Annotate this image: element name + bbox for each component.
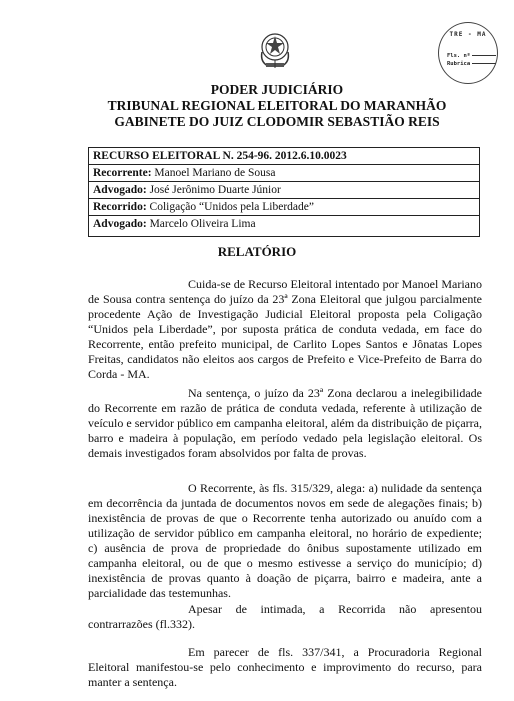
case-number: RECURSO ELEITORAL N. 254-96. 2012.6.10.0023 <box>93 150 347 162</box>
header-line-3: GABINETE DO JUIZ CLODOMIR SEBASTIÃO REIS <box>114 114 440 129</box>
respondent-lawyer-label: Advogado: <box>93 218 147 230</box>
report-paragraph-3: O Recorrente, às fls. 315/329, alega: a) nulidade da sentença em decorrência da juntada de documentos novos em sede de alegações finais; b) inexistência de provas de que o Recorrente tenha autorizado ou anuído com a utilização de servidor público em campanha eleitoral, no horário de expediente; c) ausência de prova de propriedade do ônibus supostamente utilizado em campanha eleitoral, ou de que o mesmo estivesse a serviço do município; d) inexistência de provas quanto à doação de piçarra, bairro e madeira, ante a parcialidade das testemunhas. <box>88 481 482 600</box>
report-paragraph-5: Em parecer de fls. 337/341, a Procuradoria Regional Eleitoral manifestou-se pelo conhecimento e improvimento do recurso, para manter a sentença. <box>88 645 482 689</box>
header-line-1: PODER JUDICIÁRIO <box>210 82 344 97</box>
case-info-row <box>89 182 479 199</box>
page-stamp <box>438 22 498 84</box>
case-info-row <box>89 199 479 216</box>
section-title: RELATÓRIO <box>217 244 297 259</box>
appellant-lawyer-value: José Jerônimo Duarte Júnior <box>146 184 281 196</box>
respondent-lawyer-value: Marcelo Oliveira Lima <box>146 218 256 230</box>
case-info-row <box>89 165 479 182</box>
header-line-2: TRIBUNAL REGIONAL ELEITORAL DO MARANHÃO <box>107 98 447 113</box>
report-paragraph-1: Cuida-se de Recurso Eleitoral intentado por Manoel Mariano de Sousa contra sentença do juízo da 23ª Zona Eleitoral que julgou parcialmente procedente Ação de Investigação Judicial Eleitoral proposta pela Coligação “Unidos pela Liberdade”, por suposta prática de conduta vedada, em face do Recorrente, então prefeito municipal, de Carlito Lopes Santos e Jônatas Lopes Freitas, candidatos não eleitos aos cargos de Prefeito e Vice-Prefeito de Barra do Corda - MA. <box>88 277 482 381</box>
stamp-folio-label: Fls. nº <box>447 53 471 59</box>
stamp-header: TRE - MA <box>449 31 487 38</box>
case-number-row <box>89 148 479 165</box>
coat-of-arms-icon <box>258 30 292 70</box>
stamp-signature-label: Rubrica <box>447 61 471 67</box>
appellant-label: Recorrente: <box>93 167 152 179</box>
respondent-label: Recorrido: <box>93 201 147 213</box>
report-paragraph-4: Apesar de intimada, a Recorrida não apresentou contrarrazões (fl.332). <box>88 602 482 631</box>
report-paragraph-2: Na sentença, o juízo da 23ª Zona declarou a inelegibilidade do Recorrente em razão de prática de conduta vedada, referente à utilização de veículo e servidor público em campanha eleitoral, além da distribuição de piçarra, barro e madeira à população, em período vedado pela legislação eleitoral. Os demais investigados foram absolvidos por falta de provas. <box>88 386 482 460</box>
appellant-lawyer-label: Advogado: <box>93 184 147 196</box>
appellant-value: Manoel Mariano de Sousa <box>151 167 276 179</box>
case-info-table <box>88 147 480 237</box>
case-info-row <box>89 216 479 233</box>
respondent-value: Coligação “Unidos pela Liberdade” <box>146 201 314 213</box>
